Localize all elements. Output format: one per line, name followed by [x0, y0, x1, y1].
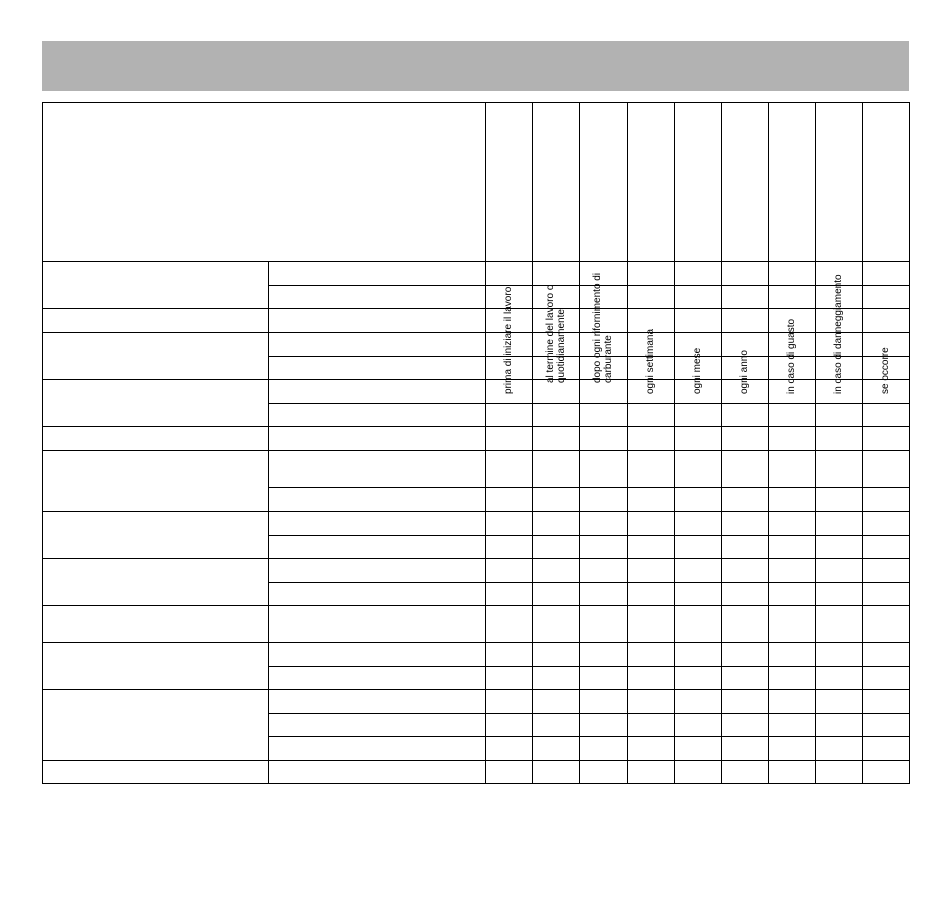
interval-cell — [628, 427, 675, 451]
table-row — [43, 380, 910, 404]
column-header — [769, 103, 816, 394]
component-cell — [43, 451, 269, 512]
interval-cell — [816, 667, 863, 690]
interval-cell — [533, 512, 580, 536]
interval-cell — [769, 737, 816, 761]
interval-cell — [722, 451, 769, 488]
interval-cell — [628, 536, 675, 559]
component-cell — [43, 262, 269, 309]
interval-cell — [816, 427, 863, 451]
interval-cell — [722, 761, 769, 784]
operation-cell — [269, 404, 486, 427]
column-header-label: in caso di guasto — [786, 318, 797, 394]
interval-cell — [863, 536, 910, 559]
interval-cell — [769, 690, 816, 714]
interval-cell — [580, 559, 628, 583]
component-cell — [43, 512, 269, 559]
table-row — [43, 559, 910, 583]
interval-cell — [533, 737, 580, 761]
interval-cell — [769, 427, 816, 451]
interval-cell — [863, 643, 910, 667]
interval-cell — [863, 488, 910, 512]
interval-cell — [580, 536, 628, 559]
column-header-label: prima di iniziare il lavoro — [503, 286, 514, 394]
operation-cell — [269, 262, 486, 286]
column-header-label: ogni anno — [739, 350, 750, 394]
interval-cell — [628, 488, 675, 512]
interval-cell — [580, 583, 628, 606]
interval-cell — [533, 583, 580, 606]
interval-cell — [675, 404, 722, 427]
interval-cell — [816, 583, 863, 606]
operation-cell — [269, 737, 486, 761]
interval-cell — [863, 512, 910, 536]
interval-cell — [580, 488, 628, 512]
interval-cell — [675, 451, 722, 488]
component-cell — [43, 606, 269, 643]
component-cell — [43, 427, 269, 451]
component-cell — [43, 380, 269, 427]
interval-cell — [722, 583, 769, 606]
table-row — [43, 606, 910, 643]
interval-cell — [628, 451, 675, 488]
interval-cell — [722, 737, 769, 761]
column-header — [486, 103, 533, 394]
interval-cell — [533, 559, 580, 583]
interval-cell — [816, 451, 863, 488]
interval-cell — [628, 606, 675, 643]
interval-cell — [486, 536, 533, 559]
operation-cell — [269, 357, 486, 380]
interval-cell — [722, 667, 769, 690]
interval-cell — [628, 512, 675, 536]
interval-cell — [816, 690, 863, 714]
interval-cell — [863, 427, 910, 451]
table-row — [43, 761, 910, 784]
operation-cell — [269, 427, 486, 451]
interval-cell — [628, 583, 675, 606]
column-header-label: ogni mese — [692, 347, 703, 394]
interval-cell — [533, 451, 580, 488]
interval-cell — [675, 667, 722, 690]
interval-cell — [486, 583, 533, 606]
component-cell — [43, 690, 269, 761]
interval-cell — [675, 690, 722, 714]
interval-cell — [628, 761, 675, 784]
interval-cell — [486, 643, 533, 667]
interval-cell — [628, 714, 675, 737]
interval-cell — [863, 737, 910, 761]
operation-cell — [269, 643, 486, 667]
operation-cell — [269, 286, 486, 309]
interval-cell — [486, 690, 533, 714]
interval-cell — [580, 606, 628, 643]
interval-cell — [486, 737, 533, 761]
interval-cell — [816, 643, 863, 667]
interval-cell — [863, 559, 910, 583]
table-row — [43, 512, 910, 536]
table-row — [43, 451, 910, 488]
column-header — [722, 103, 769, 394]
interval-cell — [816, 737, 863, 761]
interval-cell — [533, 606, 580, 643]
interval-cell — [769, 667, 816, 690]
operation-cell — [269, 559, 486, 583]
interval-cell — [769, 714, 816, 737]
maintenance-schedule-table — [42, 102, 910, 784]
operation-cell — [269, 761, 486, 784]
interval-cell — [863, 714, 910, 737]
table-row — [43, 643, 910, 667]
column-header — [628, 103, 675, 394]
column-header-label: se occorre — [880, 347, 891, 394]
table-row — [43, 309, 910, 333]
interval-cell — [816, 488, 863, 512]
interval-cell — [580, 761, 628, 784]
interval-cell — [580, 451, 628, 488]
interval-cell — [628, 737, 675, 761]
interval-cell — [816, 512, 863, 536]
column-header-label: in caso di danneggiamento — [833, 274, 844, 394]
interval-cell — [769, 606, 816, 643]
interval-cell — [580, 404, 628, 427]
interval-cell — [722, 427, 769, 451]
interval-cell — [580, 427, 628, 451]
interval-cell — [628, 690, 675, 714]
operation-cell — [269, 309, 486, 333]
interval-cell — [722, 404, 769, 427]
interval-cell — [863, 667, 910, 690]
interval-cell — [675, 761, 722, 784]
interval-cell — [533, 427, 580, 451]
interval-cell — [863, 761, 910, 784]
column-header — [580, 103, 628, 383]
interval-cell — [863, 690, 910, 714]
interval-cell — [486, 559, 533, 583]
component-cell — [43, 309, 269, 333]
header-blank-cell — [43, 103, 486, 262]
interval-cell — [486, 427, 533, 451]
interval-cell — [769, 761, 816, 784]
interval-cell — [486, 714, 533, 737]
interval-cell — [580, 380, 628, 404]
column-header — [675, 103, 722, 394]
interval-cell — [628, 643, 675, 667]
interval-cell — [533, 667, 580, 690]
column-header — [533, 103, 580, 383]
interval-cell — [863, 404, 910, 427]
interval-cell — [580, 643, 628, 667]
interval-cell — [486, 488, 533, 512]
interval-cell — [816, 761, 863, 784]
operation-cell — [269, 714, 486, 737]
interval-cell — [722, 690, 769, 714]
interval-cell — [533, 380, 580, 404]
interval-cell — [769, 583, 816, 606]
interval-cell — [533, 714, 580, 737]
column-header-label: dopo ogni rifornimento di carburante — [592, 272, 614, 383]
column-header-label: ogni settimana — [645, 328, 656, 394]
operation-cell — [269, 536, 486, 559]
interval-cell — [769, 559, 816, 583]
operation-cell — [269, 690, 486, 714]
interval-cell — [533, 404, 580, 427]
interval-cell — [486, 404, 533, 427]
header-banner — [42, 41, 909, 91]
component-cell — [43, 761, 269, 784]
interval-cell — [816, 536, 863, 559]
interval-cell — [675, 583, 722, 606]
interval-cell — [722, 606, 769, 643]
operation-cell — [269, 488, 486, 512]
interval-cell — [675, 559, 722, 583]
interval-cell — [628, 404, 675, 427]
interval-cell — [675, 488, 722, 512]
interval-cell — [722, 536, 769, 559]
interval-cell — [722, 714, 769, 737]
interval-cell — [816, 606, 863, 643]
interval-cell — [675, 536, 722, 559]
interval-cell — [533, 488, 580, 512]
component-cell — [43, 559, 269, 606]
interval-cell — [863, 583, 910, 606]
table-row — [43, 333, 910, 357]
interval-cell — [486, 512, 533, 536]
column-header — [863, 103, 910, 394]
interval-cell — [628, 667, 675, 690]
column-header — [816, 103, 863, 394]
header-row — [43, 103, 910, 262]
interval-cell — [533, 536, 580, 559]
interval-cell — [580, 690, 628, 714]
interval-cell — [675, 737, 722, 761]
interval-cell — [769, 536, 816, 559]
interval-cell — [533, 643, 580, 667]
interval-cell — [580, 714, 628, 737]
operation-cell — [269, 606, 486, 643]
component-cell — [43, 643, 269, 690]
interval-cell — [675, 606, 722, 643]
interval-cell — [533, 690, 580, 714]
interval-cell — [816, 714, 863, 737]
interval-cell — [863, 451, 910, 488]
interval-cell — [769, 512, 816, 536]
interval-cell — [675, 643, 722, 667]
interval-cell — [486, 606, 533, 643]
interval-cell — [816, 404, 863, 427]
interval-cell — [486, 761, 533, 784]
interval-cell — [675, 512, 722, 536]
operation-cell — [269, 451, 486, 488]
column-header-label: al termine del lavoro o quotidianamente — [545, 284, 567, 383]
table-row — [43, 427, 910, 451]
interval-cell — [580, 512, 628, 536]
interval-cell — [816, 559, 863, 583]
table-row — [43, 690, 910, 714]
operation-cell — [269, 380, 486, 404]
interval-cell — [486, 667, 533, 690]
operation-cell — [269, 333, 486, 357]
component-cell — [43, 333, 269, 380]
interval-cell — [675, 714, 722, 737]
interval-cell — [722, 488, 769, 512]
interval-cell — [769, 488, 816, 512]
interval-cell — [486, 451, 533, 488]
interval-cell — [769, 404, 816, 427]
interval-cell — [580, 737, 628, 761]
interval-cell — [533, 761, 580, 784]
interval-cell — [628, 559, 675, 583]
operation-cell — [269, 512, 486, 536]
interval-cell — [722, 559, 769, 583]
operation-cell — [269, 583, 486, 606]
interval-cell — [580, 667, 628, 690]
interval-cell — [863, 606, 910, 643]
operation-cell — [269, 667, 486, 690]
interval-cell — [675, 427, 722, 451]
interval-cell — [769, 451, 816, 488]
table-row — [43, 262, 910, 286]
interval-cell — [722, 643, 769, 667]
interval-cell — [769, 643, 816, 667]
interval-cell — [722, 512, 769, 536]
